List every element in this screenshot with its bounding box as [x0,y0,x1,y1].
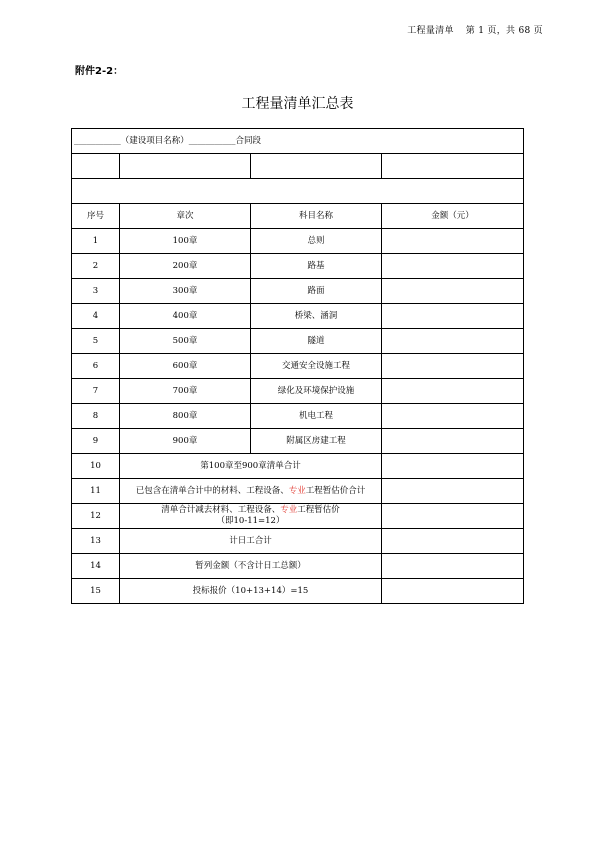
table-row [72,379,524,404]
row-amount [382,254,524,279]
blank-row-merged [72,179,524,204]
row-no: 15 [72,579,120,604]
page-header [395,23,543,36]
summary-text-part: （即10-11=12） [216,516,285,526]
row-amount [382,504,524,529]
row-item: 路基 [251,254,382,279]
row-chapter: 700章 [120,379,251,404]
summary-row [72,504,524,529]
row-amount [382,229,524,254]
row-amount [382,479,524,504]
row-amount [382,354,524,379]
row-chapter: 400章 [120,304,251,329]
table-row [72,229,524,254]
row-amount [382,404,524,429]
row-no: 11 [72,479,120,504]
page-title: 工程量清单汇总表 [241,96,354,112]
table-row [72,279,524,304]
summary-text: 投标报价（10+13+14）=15 [120,579,382,604]
row-amount [382,429,524,454]
summary-text: 暂列金额（不含计日工总额） [120,554,382,579]
row-chapter: 500章 [120,329,251,354]
blank-row [72,154,524,179]
blank-cell [72,179,524,204]
row-item: 路面 [251,279,382,304]
row-amount [382,304,524,329]
row-item: 隧道 [251,329,382,354]
table-row [72,254,524,279]
summary-row [72,554,524,579]
col-header-amount: 金额（元） [382,204,524,229]
blank-cell [72,154,120,179]
row-chapter: 900章 [120,429,251,454]
col-header-chapter: 章次 [120,204,251,229]
table-row [72,304,524,329]
row-no: 13 [72,529,120,554]
table-header-row [72,204,524,229]
summary-text [120,504,382,529]
row-no: 14 [72,554,120,579]
summary-text-part: 清单合计减去材料、工程设备、 [161,505,281,515]
row-amount [382,379,524,404]
summary-text-highlight: 专业 [280,505,298,515]
col-header-no: 序号 [72,204,120,229]
row-amount [382,554,524,579]
row-no: 10 [72,454,120,479]
row-chapter: 600章 [120,354,251,379]
table-row [72,404,524,429]
row-chapter: 100章 [120,229,251,254]
summary-text: 计日工合计 [120,529,382,554]
row-no: 9 [72,429,120,454]
summary-row [72,479,524,504]
row-chapter: 200章 [120,254,251,279]
row-amount [382,529,524,554]
row-no: 8 [72,404,120,429]
summary-text-part: 工程暂估价合计 [305,485,366,496]
summary-text-part: 工程暂估价 [297,505,340,515]
row-item: 绿化及环境保护设施 [251,379,382,404]
row-no: 4 [72,304,120,329]
table-row [72,354,524,379]
row-chapter: 300章 [120,279,251,304]
row-item: 附属区房建工程 [251,429,382,454]
summary-text: 第100章至900章清单合计 [120,454,382,479]
header-page-number: 第 1 页，共 68 页 [465,26,543,36]
row-item: 桥梁、涵洞 [251,304,382,329]
summary-row [72,529,524,554]
row-no: 7 [72,379,120,404]
summary-row [72,454,524,479]
summary-text [120,479,382,504]
row-no: 1 [72,229,120,254]
row-amount [382,454,524,479]
row-no: 2 [72,254,120,279]
blank-cell [120,154,251,179]
summary-table [71,128,524,604]
header-doc-name: 工程量清单 [407,26,454,36]
row-no: 3 [72,279,120,304]
row-item: 交通安全设施工程 [251,354,382,379]
table-row [72,429,524,454]
col-header-item: 科目名称 [251,204,382,229]
table-row [72,329,524,354]
row-no: 5 [72,329,120,354]
project-name-cell: ___________（建设项目名称）___________合同段 [72,129,524,154]
row-amount [382,279,524,304]
row-item: 机电工程 [251,404,382,429]
row-no: 6 [72,354,120,379]
blank-cell [251,154,382,179]
attachment-label: 附件2-2： [75,66,124,77]
row-amount [382,579,524,604]
row-item: 总则 [251,229,382,254]
row-no: 12 [72,504,120,529]
summary-text-highlight: 专业 [288,485,306,496]
meta-row [72,129,524,154]
summary-text-part: 已包含在清单合计中的材料、工程设备、 [135,485,289,496]
row-chapter: 800章 [120,404,251,429]
blank-cell [382,154,524,179]
summary-row [72,579,524,604]
row-amount [382,329,524,354]
